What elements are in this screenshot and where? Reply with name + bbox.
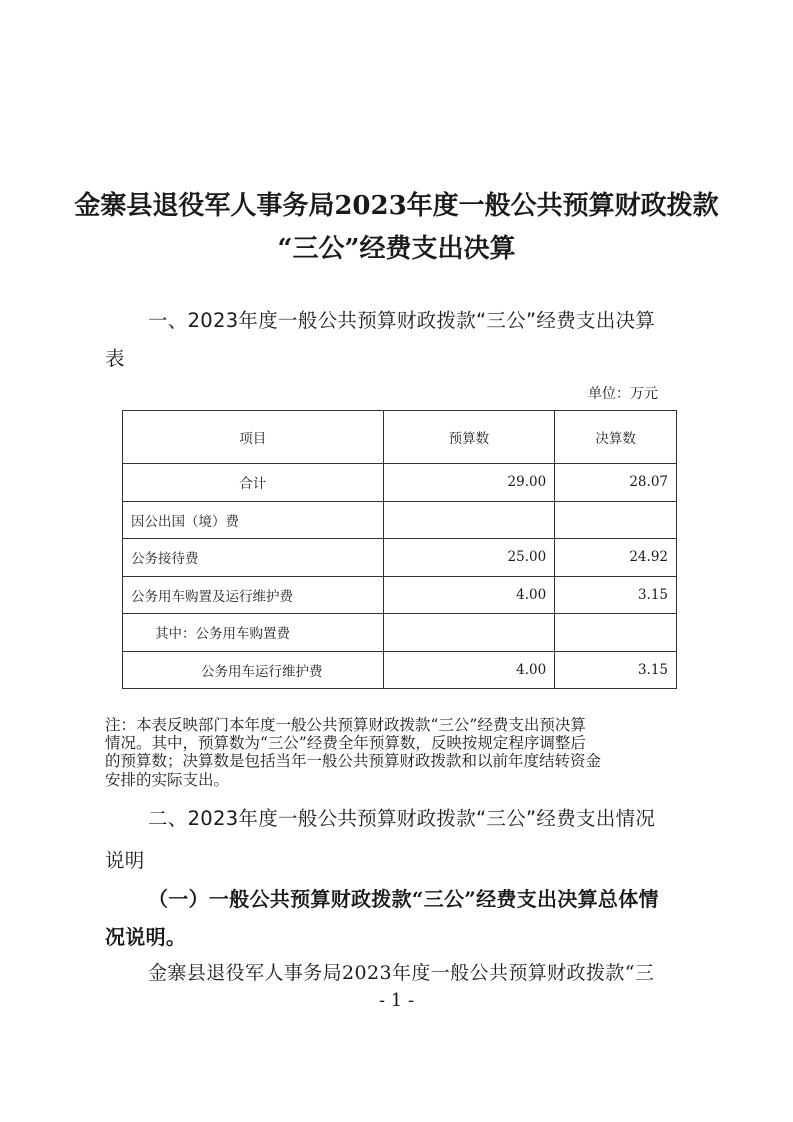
header-budget: 预算数	[383, 411, 555, 464]
document-title-line-2: “三公”经费支出决算	[277, 234, 516, 264]
table-row	[123, 576, 677, 614]
row-final: 3.15	[555, 651, 677, 689]
note-line: 安排的实际支出。	[105, 770, 230, 789]
table-row	[123, 464, 677, 502]
section-2-heading-continued: 说明	[105, 849, 145, 872]
unit-label: 单位：万元	[588, 386, 658, 402]
row-item: 公务用车购置及运行维护费	[123, 576, 384, 614]
table-row	[123, 539, 677, 577]
row-item: 公务用车运行维护费	[123, 651, 384, 689]
row-final	[555, 501, 677, 539]
row-item: 合计	[123, 464, 384, 502]
body-paragraph: 金寨县退役军人事务局2023年度一般公共预算财政拨款“三	[148, 962, 655, 984]
header-final: 决算数	[555, 411, 677, 464]
row-final: 24.92	[555, 539, 677, 577]
row-item: 公务接待费	[123, 539, 384, 577]
row-budget	[383, 501, 555, 539]
row-item: 因公出国（境）费	[123, 501, 384, 539]
table-header-row	[123, 411, 677, 464]
row-final	[555, 614, 677, 652]
row-budget: 4.00	[383, 651, 555, 689]
note-line: 情况。其中，预算数为“三公”经费全年预算数，反映按规定程序调整后	[105, 734, 586, 753]
note-line: 注：本表反映部门本年度一般公共预算财政拨款“三公”经费支出预决算	[105, 716, 586, 734]
row-budget: 25.00	[383, 539, 555, 577]
page-number: - 1 -	[378, 990, 415, 1011]
table-row	[123, 614, 677, 652]
row-final: 28.07	[555, 464, 677, 502]
document-title-line-1: 金寨县退役军人事务局2023年度一般公共预算财政拨款	[74, 191, 719, 221]
row-budget	[383, 614, 555, 652]
table-note	[105, 716, 695, 789]
expenditure-table	[122, 410, 677, 689]
note-line: 的预算数；决算数是包括当年一般公共预算财政拨款和以前年度结转资金	[105, 752, 602, 771]
header-item: 项目	[123, 411, 384, 464]
table-row	[123, 651, 677, 689]
table-row	[123, 501, 677, 539]
section-1-heading: 一、2023年度一般公共预算财政拨款“三公”经费支出决算	[148, 309, 656, 332]
subsection-1-heading-continued: 况说明。	[105, 925, 187, 949]
subsection-1-heading: （一）一般公共预算财政拨款“三公”经费支出决算总体情	[148, 887, 659, 911]
row-final: 3.15	[555, 576, 677, 614]
section-2-heading: 二、2023年度一般公共预算财政拨款“三公”经费支出情况	[148, 807, 656, 830]
row-budget: 29.00	[383, 464, 555, 502]
row-budget: 4.00	[383, 576, 555, 614]
section-1-heading-continued: 表	[105, 347, 125, 370]
row-item: 其中：公务用车购置费	[123, 614, 384, 652]
